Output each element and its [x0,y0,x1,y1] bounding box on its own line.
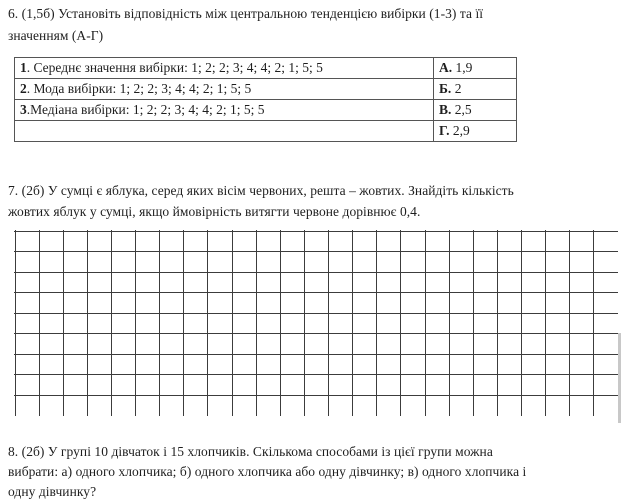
question-6-line-2: значенням (А-Г) [8,28,104,43]
question-6-text [8,3,608,47]
statement-cell [15,121,434,142]
answer-letter: В. [439,102,452,117]
answer-grid [14,230,618,416]
answer-letter: Б. [439,81,452,96]
question-8-line-2: вибрати: а) одного хлопчика; б) одного хлопчика або одну дівчинку; в) одного хлопчика і [8,464,527,479]
answer-value: 2,9 [449,123,470,138]
question-8-line-1: 8. (2б) У групі 10 дівчаток і 15 хлопчиків. Скількома способами із цієї групи можна [8,444,493,459]
answer-letter: Г. [439,123,450,138]
answer-value: 1,9 [452,60,473,75]
statement-number: 2 [20,81,27,96]
table-row [15,121,517,142]
table-row [15,100,517,121]
statement-number: 1 [20,60,27,75]
question-7-line-2: жовтих яблук у сумці, якщо ймовірність витягти червоне дорівнює 0,4. [8,204,421,219]
question-7-line-1: 7. (2б) У сумці є яблука, серед яких вісім червоних, решта – жовтих. Знайдіть кількість [8,183,514,198]
answer-cell [434,100,517,121]
statement-text: .Медіана вибірки: 1; 2; 2; 3; 4; 4; 2; 1; 5; 5 [26,102,265,117]
answer-value: 2 [451,81,462,96]
table-row [15,58,517,79]
statement-cell [15,58,434,79]
statement-number: 3 [20,102,27,117]
question-8-text [8,442,608,502]
statement-cell [15,79,434,100]
answer-value: 2,5 [451,102,472,117]
answer-letter: А. [439,60,453,75]
answer-cell [434,58,517,79]
statement-text: . Середнє значення вибірки: 1; 2; 2; 3; 4; 4; 2; 1; 5; 5 [26,60,323,75]
answer-cell [434,121,517,142]
answer-cell [434,79,517,100]
statement-cell [15,100,434,121]
question-7-text [8,180,608,222]
question-6-line-1: 6. (1,5б) Установіть відповідність між центральною тенденцією вибірки (1-3) та її [8,6,484,21]
matching-table [14,57,517,142]
statement-text: . Мода вибірки: 1; 2; 2; 3; 4; 4; 2; 1; 5; 5 [26,81,252,96]
question-8-line-3: одну дівчинку? [8,484,97,499]
table-row [15,79,517,100]
